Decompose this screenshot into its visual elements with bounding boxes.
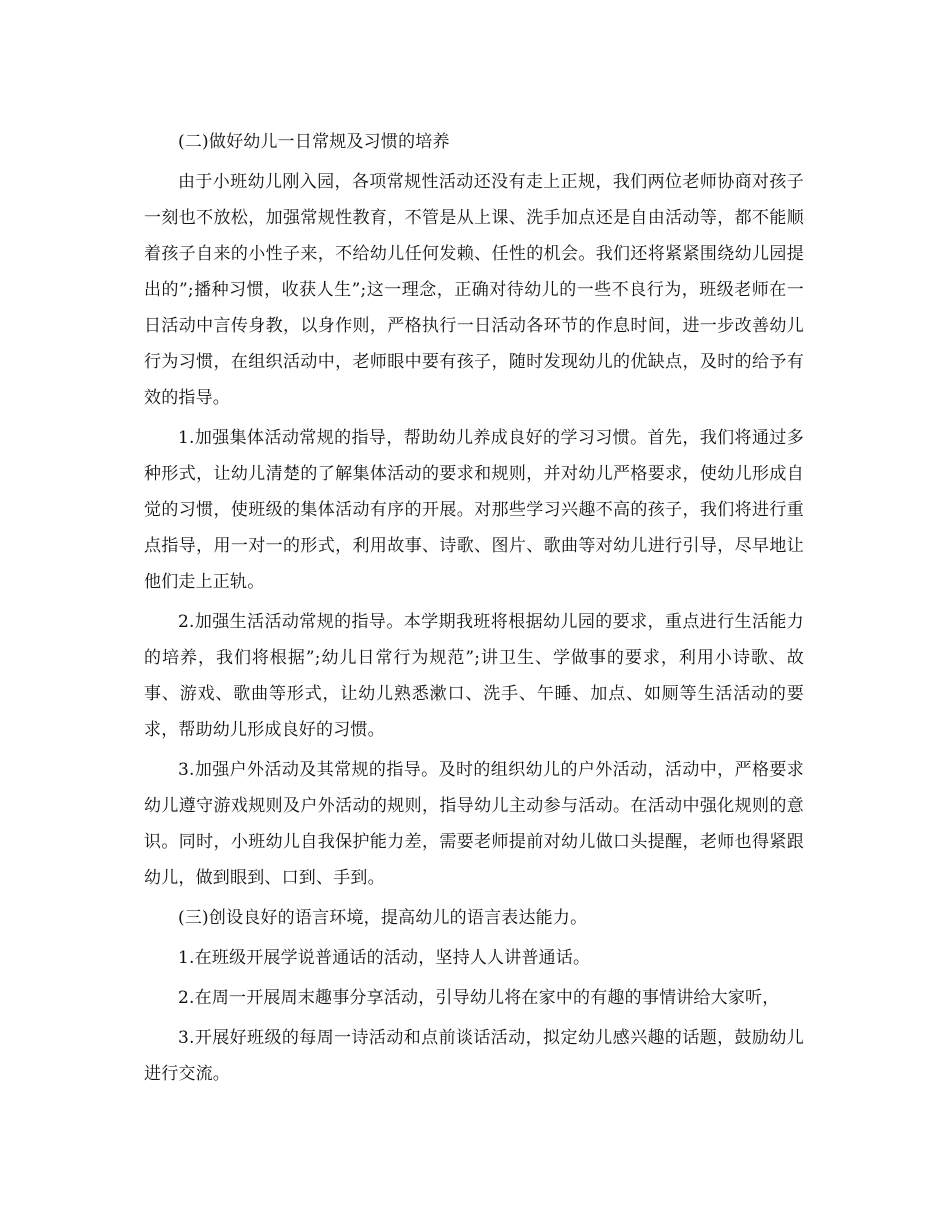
section-3-item-2: 2.在周一开展周末趣事分享活动，引导幼儿将在家中的有趣的事情讲给大家听， (178, 988, 780, 1008)
section-2-intro-paragraph: 由于小班幼儿刚入园，各项常规性活动还没有走上正规，我们两位老师协商对孩子一刻也不放松，加强常规性教育，不管是从上课、洗手加点还是自由活动等，都不能顺着孩子自来的小性子来，不给幼儿任何发赖、任性的机会。我们还将紧紧围绕幼儿园提出的”;播种习惯，收获人生”;这一理念，正确对待幼儿的一些不良行为，班级老师在一日活动中言传身教，以身作则，严格执行一日活动各环节的作息时间，进一步改善幼儿行为习惯，在组织活动中，老师眼中要有孩子，随时发现幼儿的优缺点，及时的给予有效的指导。 (144, 172, 804, 408)
section-2-item-3: 3.加强户外活动及其常规的指导。及时的组织幼儿的户外活动，活动中，严格要求幼儿遵守游戏规则及户外活动的规则，指导幼儿主动参与活动。在活动中强化规则的意识。同时，小班幼儿自我保护能力差，需要老师提前对幼儿做口头提醒，老师也得紧跟幼儿，做到眼到、口到、手到。 (144, 760, 804, 888)
section-2-item-1: 1.加强集体活动常规的指导，帮助幼儿养成良好的学习习惯。首先，我们将通过多种形式，让幼儿清楚的了解集体活动的要求和规则，并对幼儿严格要求，使幼儿形成自觉的习惯，使班级的集体活动有序的开展。对那些学习兴趣不高的孩子，我们将进行重点指导，用一对一的形式，利用故事、诗歌、图片、歌曲等对幼儿进行引导，尽早地让他们走上正轨。 (144, 428, 804, 592)
section-2-item-2: 2.加强生活活动常规的指导。本学期我班将根据幼儿园的要求，重点进行生活能力的培养，我们将根据”;幼儿日常行为规范”;讲卫生、学做事的要求，利用小诗歌、故事、游戏、歌曲等形式，让幼儿熟悉漱口、洗手、午睡、加点、如厕等生活活动的要求，帮助幼儿形成良好的习惯。 (144, 612, 804, 740)
section-3-item-3: 3.开展好班级的每周一诗活动和点前谈话活动，拟定幼儿感兴趣的话题，鼓励幼儿进行交流。 (144, 1028, 804, 1084)
document-body (144, 124, 804, 1096)
section-3-heading: (三)创设良好的语言环境，提高幼儿的语言表达能力。 (178, 908, 588, 928)
section-3-item-1: 1.在班级开展学说普通话的活动，坚持人人讲普通话。 (178, 948, 591, 968)
section-2-heading: (二)做好幼儿一日常规及习惯的培养 (178, 132, 450, 152)
